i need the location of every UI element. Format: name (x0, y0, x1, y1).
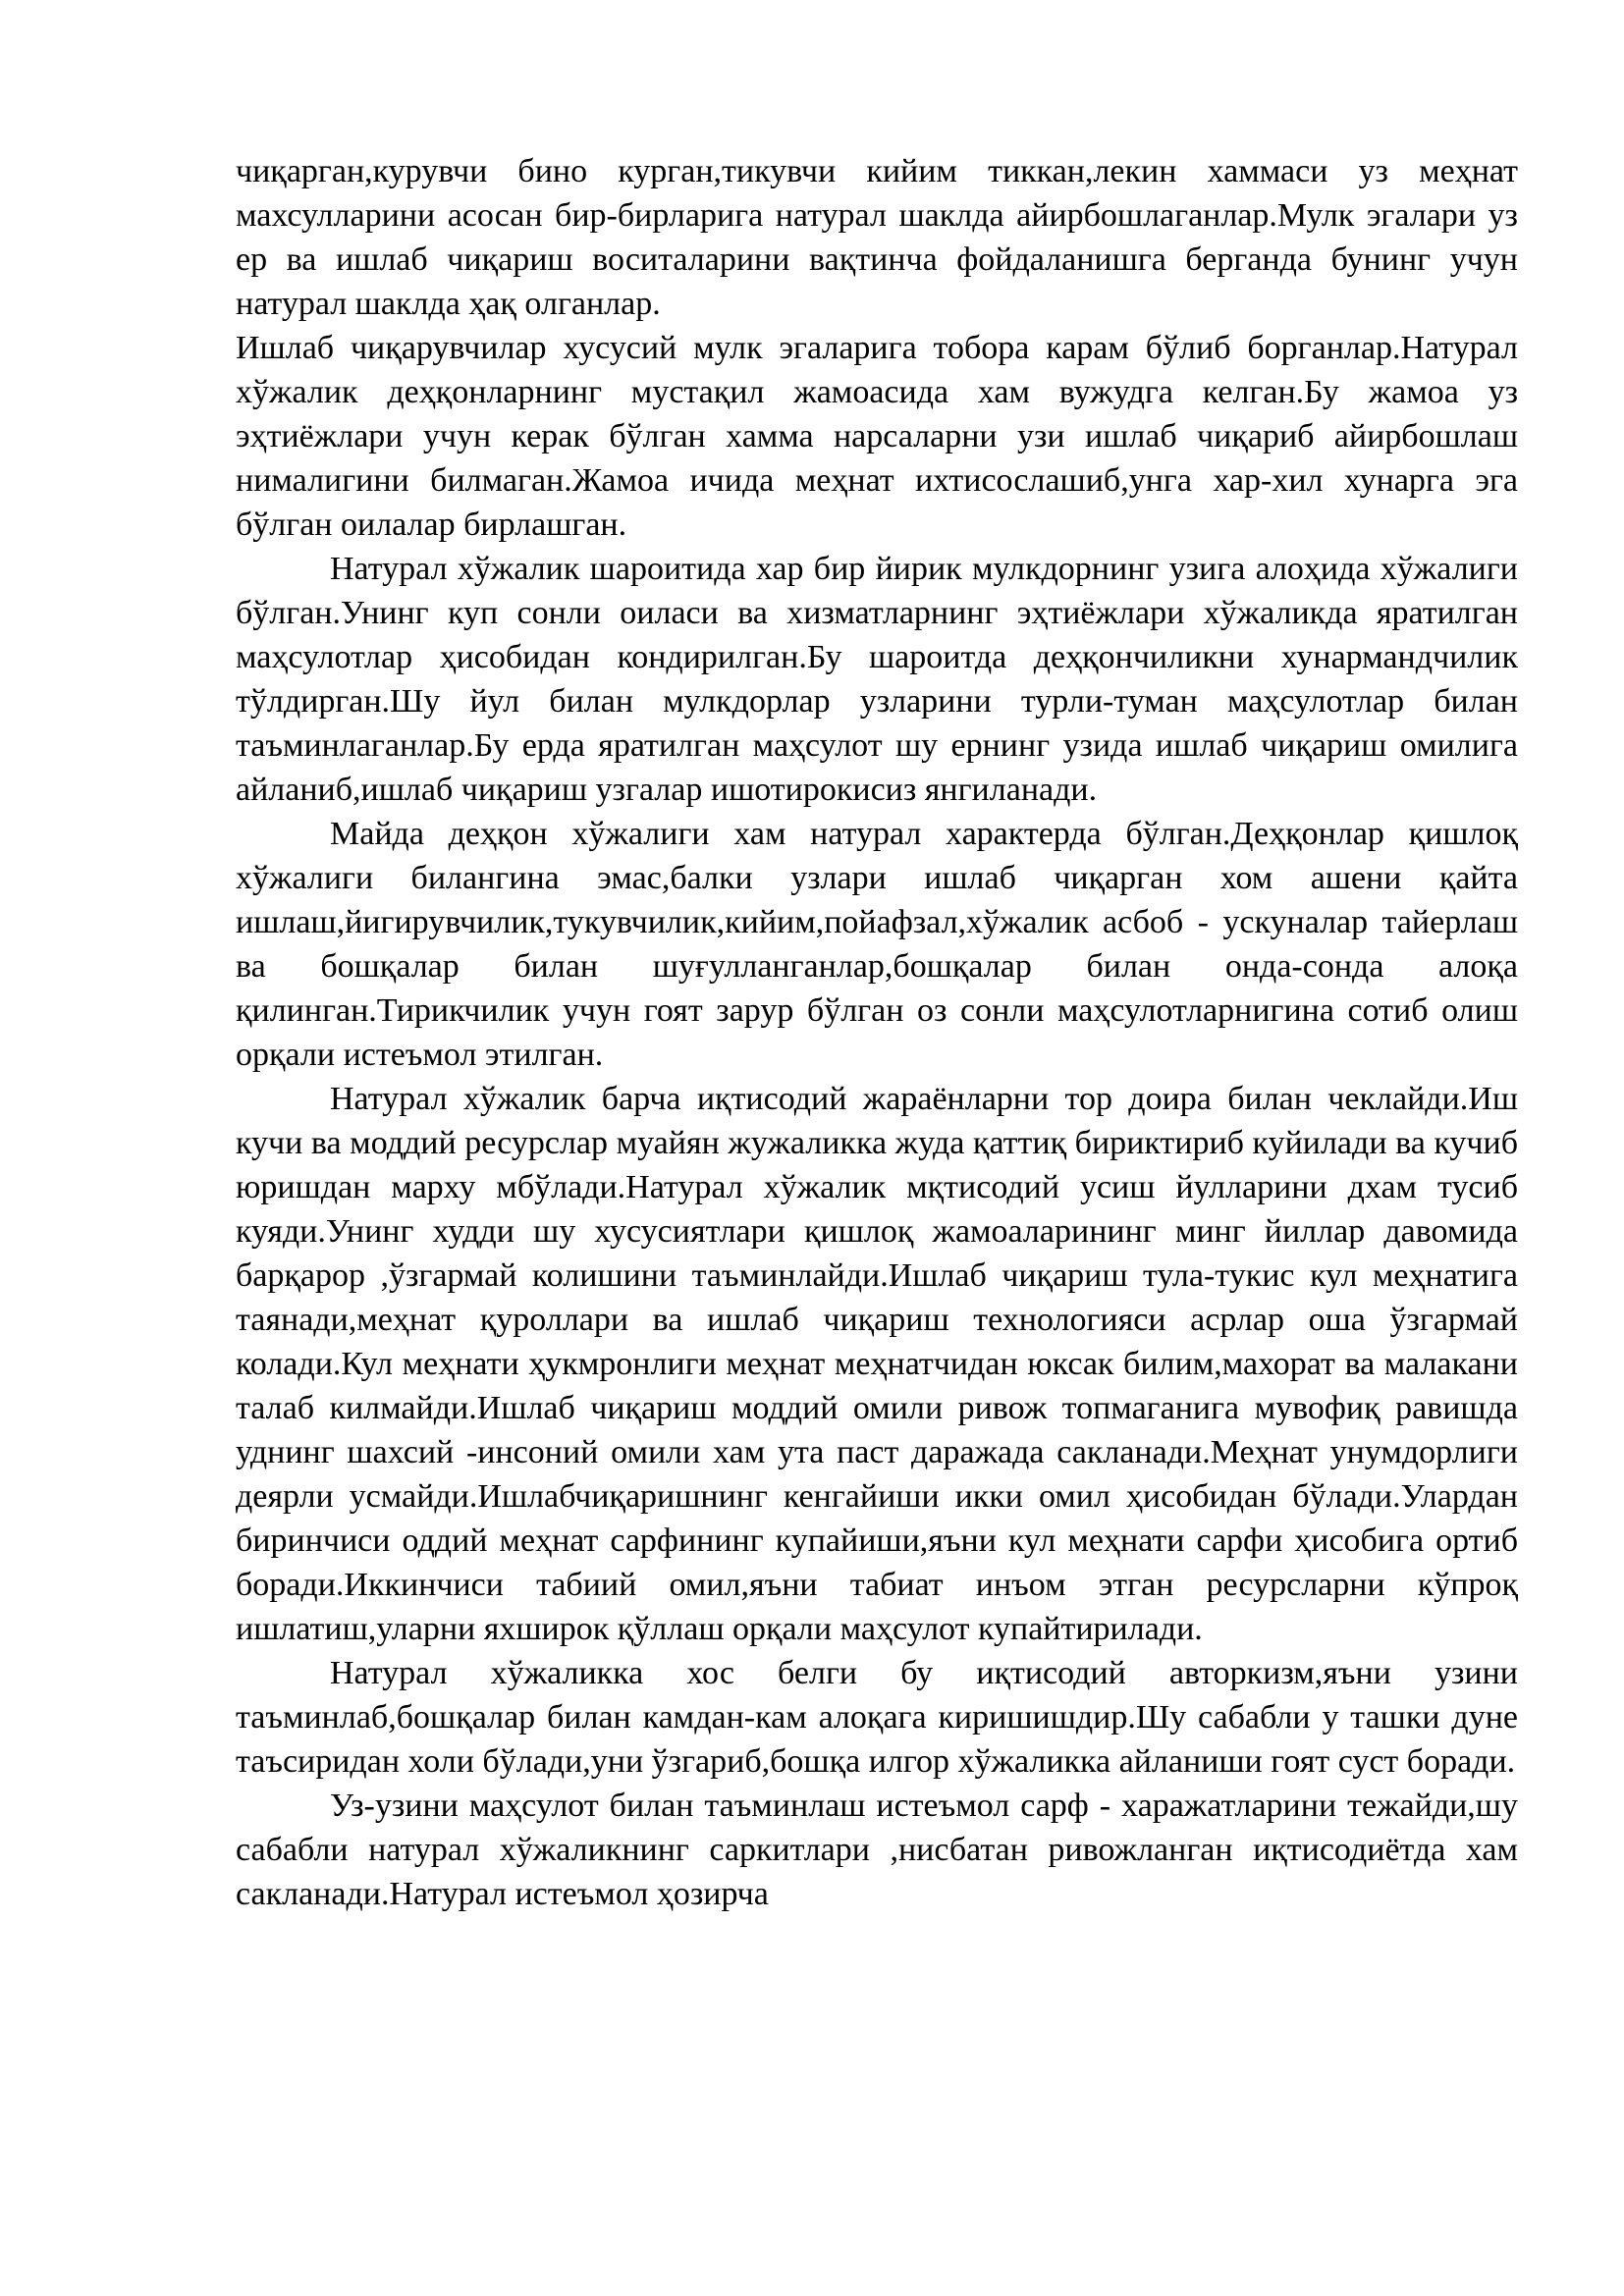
document-body (236, 149, 1518, 1916)
paragraph-1: чиқарган,курувчи бино курган,тикувчи кийим тиккан,лекин хаммаси уз меҳнат махсулларини асосан бир-бирларига натурал шаклда айирбошлаганлар.Мулк эгалари уз ер ва ишлаб чиқариш воситаларини вақтинча фойдаланишга берганда бунинг учун натурал шаклда ҳақ олганлар. (236, 153, 1518, 322)
paragraph-3: Натурал хўжалик шароитида хар бир йирик мулкдорнинг узига алоҳида хўжалиги бўлган.Унинг куп сонли оиласи ва хизматларнинг эҳтиёжлари хўжаликда яратилган маҳсулотлар ҳисобидан кондирилган.Бу шароитда деҳқончиликни хунармандчилик тўлдирган.Шу йул билан мулкдорлар узларини турли-туман маҳсулотлар билан таъминлаганлар.Бу ерда яратилган маҳсулот шу ернинг узида ишлаб чиқариш омилига айланиб,ишлаб чиқариш узгалар ишотирокисиз янгиланади. (236, 551, 1518, 808)
paragraph-5: Натурал хўжалик барча иқтисодий жараёнларни тор доира билан чеклайди.Иш кучи ва моддий ресурслар муайян жужаликка жуда қаттиқ бириктириб куйилади ва кучиб юришдан марху мбўлади.Натурал хўжалик мқтисодий усиш йулларини дхам тусиб куяди.Унинг худди шу хусусиятлари қишлоқ жамоаларининг минг йиллар давомида барқарор ,ўзгармай колишини таъминлайди.Ишлаб чиқариш тула-тукис кул меҳнатига таянади,меҳнат қуроллари ва ишлаб чиқариш технологияси асрлар оша ўзгармай колади.Кул меҳнати ҳукмронлиги меҳнат меҳнатчидан юксак билим,махорат ва малакани талаб килмайди.Ишлаб чиқариш моддий омили ривож топмаганига мувофиқ равишда уднинг шахсий -инсоний омили хам ута паст даражада сакланади.Меҳнат унумдорлиги деярли усмайди.Ишлабчиқаришнинг кенгайиши икки омил ҳисобидан бўлади.Улардан биринчиси оддий меҳнат сарфининг купайиши,яъни кул меҳнати сарфи ҳисобига ортиб боради.Иккинчиси табиий омил,яъни табиат инъом этган ресурсларни кўпроқ ишлатиш,уларни яхширок қўллаш орқали маҳсулот купайтирилади. (236, 1081, 1518, 1647)
paragraph-2: Ишлаб чиқарувчилар хусусий мулк эгаларига тобора карам бўлиб борганлар.Натурал хўжалик деҳқонларнинг мустақил жамоасида хам вужудга келган.Бу жамоа уз эҳтиёжлари учун керак бўлган хамма нарсаларни узи ишлаб чиқариб айирбошлаш нималигини билмаган.Жамоа ичида меҳнат ихтисослашиб,унга хар-хил хунарга эга бўлган оилалар бирлашган. (236, 330, 1518, 543)
paragraph-6: Натурал хўжаликка хос белги бу иқтисодий авторкизм,яъни узини таъминлаб,бошқалар билан камдан-кам алоқага киришишдир.Шу сабабли у ташки дуне таъсиридан холи бўлади,уни ўзгариб,бошқа илгор хўжаликка айланиши гоят суст боради. (236, 1655, 1518, 1780)
paragraph-4: Майда деҳқон хўжалиги хам натурал характерда бўлган.Деҳқонлар қишлоқ хўжалиги билангина эмас,балки узлари ишлаб чиқарган хом ашени қайта ишлаш,йигирувчилик,тукувчилик,кийим,пойафзал,хўжалик асбоб - ускуналар тайерлаш ва бошқалар билан шуғулланганлар,бошқалар билан онда-сонда алоқа қилинган.Тирикчилик учун гоят зарур бўлган оз сонли маҳсулотларнигина сотиб олиш орқали истеъмол этилган. (236, 816, 1518, 1073)
paragraph-7: Уз-узини маҳсулот билан таъминлаш истеъмол сарф - харажатларини тежайди,шу сабабли натурал хўжаликнинг саркитлари ,нисбатан ривожланган иқтисодиётда хам сакланади.Натурал истеъмол ҳозирча (236, 1788, 1518, 1912)
